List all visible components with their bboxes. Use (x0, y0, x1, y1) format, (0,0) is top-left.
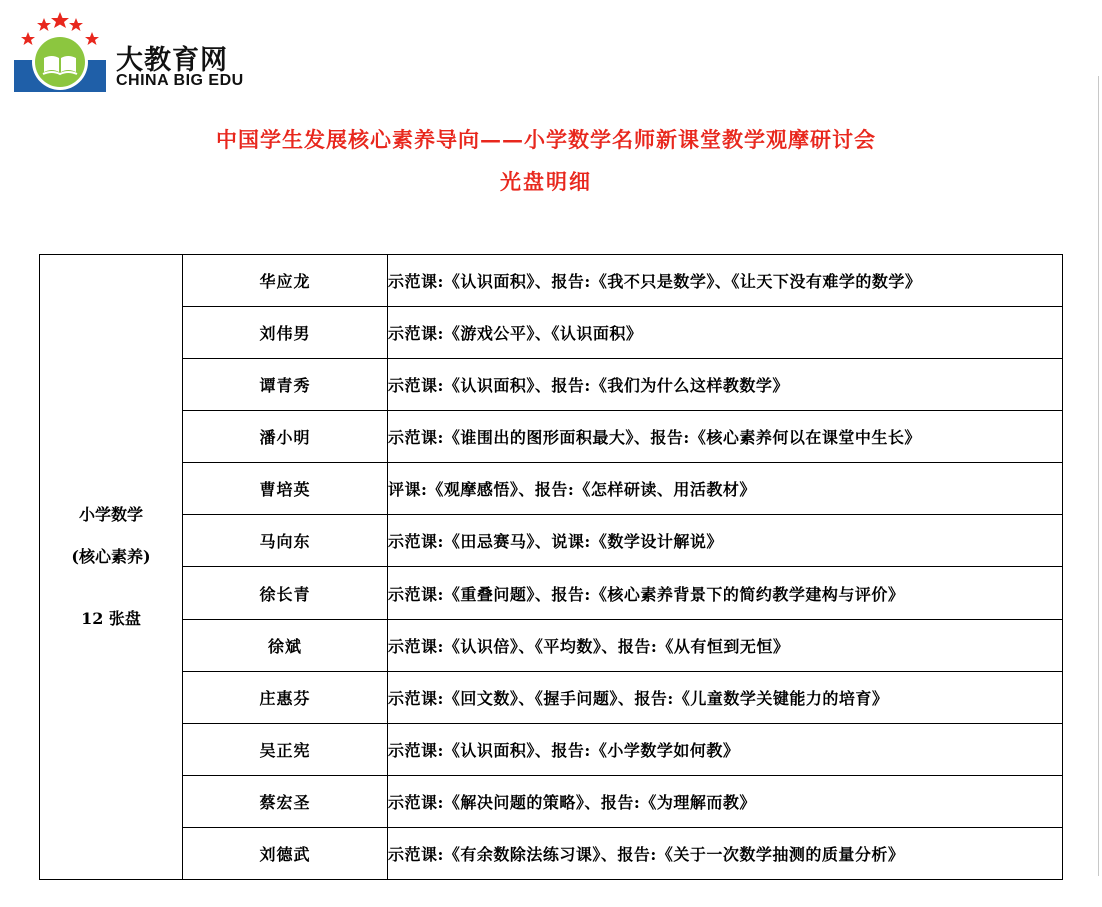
teacher-name: 吴正宪 (183, 723, 388, 775)
subject-name: 小学数学 (78, 505, 143, 524)
course-content: 示范课:《认识面积》、报告:《小学数学如何教》 (388, 723, 1063, 775)
table-row (40, 411, 1063, 463)
table-row (40, 775, 1063, 827)
table-row (40, 827, 1063, 879)
table-row (40, 671, 1063, 723)
logo-name-cn: 大教育网 (116, 45, 228, 76)
course-content: 示范课:《回文数》、《握手问题》、报告:《儿童数学关键能力的培育》 (388, 671, 1063, 723)
page-title: 中国学生发展核心素养导向——小学数学名师新课堂教学观摩研讨会 (216, 127, 876, 152)
table-row (40, 255, 1063, 307)
teacher-name: 庄惠芬 (183, 671, 388, 723)
table-body (40, 255, 1063, 880)
course-content: 示范课:《重叠问题》、报告:《核心素养背景下的简约教学建构与评价》 (388, 567, 1063, 619)
table-row (40, 723, 1063, 775)
teacher-name: 华应龙 (183, 255, 388, 307)
teacher-name: 徐长青 (183, 567, 388, 619)
subject-tag: (核心素养) (71, 547, 151, 566)
teacher-name: 谭青秀 (183, 359, 388, 411)
course-content: 示范课:《解决问题的策略》、报告:《为理解而教》 (388, 775, 1063, 827)
course-content: 示范课:《认识面积》、报告:《我不只是数学》、《让天下没有难学的数学》 (388, 255, 1063, 307)
disc-detail-table (39, 254, 1063, 880)
table-row (40, 619, 1063, 671)
course-content: 评课:《观摩感悟》、报告:《怎样研读、用活教材》 (388, 463, 1063, 515)
logo-name-en: CHINA BIG EDU (116, 72, 244, 89)
table-row (40, 567, 1063, 619)
course-content: 示范课:《田忌赛马》、说课:《数学设计解说》 (388, 515, 1063, 567)
course-content: 示范课:《谁围出的图形面积最大》、报告:《核心素养何以在课堂中生长》 (388, 411, 1063, 463)
page-edge-divider (1098, 76, 1099, 876)
course-content: 示范课:《认识倍》、《平均数》、报告:《从有恒到无恒》 (388, 619, 1063, 671)
teacher-name: 马向东 (183, 515, 388, 567)
table-row (40, 515, 1063, 567)
teacher-name: 曹培英 (183, 463, 388, 515)
subject-disc-count: 12 张盘 (81, 609, 141, 628)
course-content: 示范课:《认识面积》、报告:《我们为什么这样教数学》 (388, 359, 1063, 411)
teacher-name: 刘伟男 (183, 307, 388, 359)
table-row (40, 463, 1063, 515)
subject-cell (40, 255, 183, 880)
teacher-name: 刘德武 (183, 827, 388, 879)
logo[interactable] (14, 12, 254, 94)
teacher-name: 潘小明 (183, 411, 388, 463)
page-subtitle: 光盘明细 (500, 169, 592, 194)
logo-emblem-icon (14, 12, 106, 92)
teacher-name: 徐斌 (183, 619, 388, 671)
course-content: 示范课:《游戏公平》、《认识面积》 (388, 307, 1063, 359)
table-row (40, 359, 1063, 411)
teacher-name: 蔡宏圣 (183, 775, 388, 827)
subject-spacer (40, 578, 182, 598)
course-content: 示范课:《有余数除法练习课》、报告:《关于一次数学抽测的质量分析》 (388, 827, 1063, 879)
table-row (40, 307, 1063, 359)
